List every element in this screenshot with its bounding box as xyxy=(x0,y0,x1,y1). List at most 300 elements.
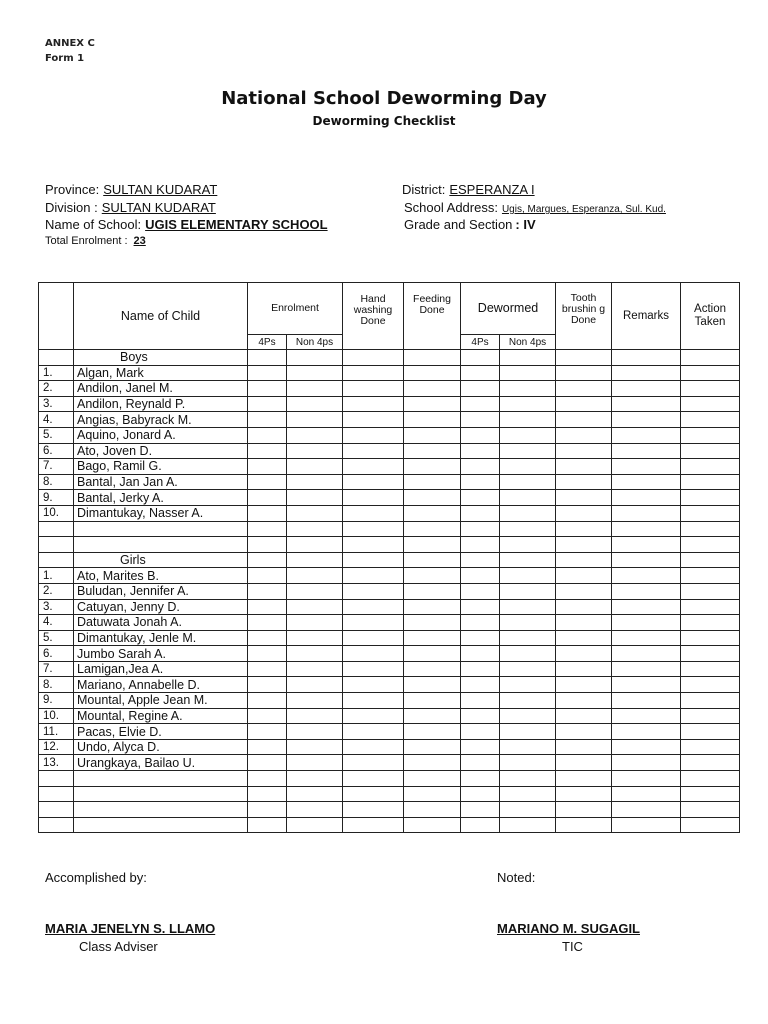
checklist-cell xyxy=(500,505,556,521)
row-number: 9. xyxy=(39,693,74,709)
checklist-cell xyxy=(612,537,681,553)
checklist-cell xyxy=(343,474,404,490)
checklist-cell xyxy=(248,739,287,755)
checklist-cell xyxy=(74,521,248,537)
checklist-cell xyxy=(287,615,343,631)
checklist-cell xyxy=(681,396,740,412)
checklist-cell xyxy=(461,771,500,787)
checklist-cell xyxy=(612,427,681,443)
checklist-cell xyxy=(500,552,556,568)
checklist-body xyxy=(39,350,740,833)
table-row xyxy=(39,583,740,599)
row-number: 6. xyxy=(39,646,74,662)
blank-row xyxy=(39,771,740,787)
checklist-cell xyxy=(500,443,556,459)
checklist-cell xyxy=(343,646,404,662)
checklist-cell xyxy=(681,568,740,584)
tic-role: TIC xyxy=(562,939,583,954)
checklist-cell xyxy=(74,802,248,818)
checklist-cell xyxy=(500,677,556,693)
checklist-cell xyxy=(248,599,287,615)
table-row xyxy=(39,693,740,709)
checklist-cell xyxy=(681,615,740,631)
checklist-cell xyxy=(74,771,248,787)
checklist-cell xyxy=(343,693,404,709)
document-title: National School Deworming Day xyxy=(221,88,547,109)
checklist-table xyxy=(38,282,740,833)
checklist-cell xyxy=(404,755,461,771)
checklist-cell xyxy=(343,677,404,693)
checklist-cell xyxy=(404,693,461,709)
checklist-cell xyxy=(287,755,343,771)
checklist-cell xyxy=(612,786,681,802)
enrolment-header: Enrolment xyxy=(248,283,343,335)
checklist-cell xyxy=(500,521,556,537)
checklist-cell xyxy=(556,724,612,740)
grade-row xyxy=(404,217,536,232)
checklist-cell xyxy=(248,693,287,709)
checklist-cell xyxy=(681,412,740,428)
row-number: 1. xyxy=(39,568,74,584)
province-label: Province: xyxy=(45,182,100,197)
child-name: Aquino, Jonard A. xyxy=(74,427,248,443)
checklist-cell xyxy=(500,350,556,366)
boys-section xyxy=(39,350,740,366)
checklist-cell xyxy=(248,615,287,631)
annex-line: ANNEX C xyxy=(45,38,95,49)
checklist-cell xyxy=(343,802,404,818)
checklist-cell xyxy=(461,505,500,521)
checklist-cell xyxy=(556,599,612,615)
checklist-cell xyxy=(556,350,612,366)
child-name: Andilon, Reynald P. xyxy=(74,396,248,412)
checklist-cell xyxy=(681,755,740,771)
checklist-cell xyxy=(556,755,612,771)
row-number: 7. xyxy=(39,661,74,677)
checklist-cell xyxy=(461,350,500,366)
division-row xyxy=(45,200,216,215)
checklist-cell xyxy=(343,771,404,787)
row-number: 8. xyxy=(39,677,74,693)
checklist-cell xyxy=(500,817,556,833)
checklist-cell xyxy=(248,786,287,802)
girls-section-label: Girls xyxy=(74,552,248,568)
checklist-cell xyxy=(461,693,500,709)
checklist-cell xyxy=(404,537,461,553)
checklist-cell xyxy=(343,459,404,475)
child-name: Undo, Alyca D. xyxy=(74,739,248,755)
checklist-cell xyxy=(556,443,612,459)
row-number: 4. xyxy=(39,615,74,631)
checklist-cell xyxy=(404,817,461,833)
row-number: 5. xyxy=(39,427,74,443)
checklist-cell xyxy=(612,677,681,693)
table-row xyxy=(39,708,740,724)
num-header xyxy=(39,283,74,350)
row-number: 9. xyxy=(39,490,74,506)
action-taken-header: Action Taken xyxy=(681,283,740,350)
checklist-cell xyxy=(39,552,74,568)
checklist-cell xyxy=(343,786,404,802)
checklist-cell xyxy=(248,583,287,599)
checklist-cell xyxy=(681,724,740,740)
checklist-cell xyxy=(461,365,500,381)
checklist-cell xyxy=(500,474,556,490)
child-name: Catuyan, Jenny D. xyxy=(74,599,248,615)
province-value: SULTAN KUDARAT xyxy=(103,182,218,197)
table-row xyxy=(39,396,740,412)
checklist-cell xyxy=(681,459,740,475)
child-name: Mountal, Apple Jean M. xyxy=(74,693,248,709)
child-name: Bantal, Jan Jan A. xyxy=(74,474,248,490)
checklist-cell xyxy=(287,490,343,506)
adviser-role: Class Adviser xyxy=(79,939,158,954)
checklist-cell xyxy=(343,568,404,584)
table-row xyxy=(39,427,740,443)
table-row xyxy=(39,724,740,740)
checklist-cell xyxy=(404,396,461,412)
checklist-cell xyxy=(612,505,681,521)
checklist-cell xyxy=(556,802,612,818)
checklist-cell xyxy=(343,724,404,740)
checklist-cell xyxy=(404,412,461,428)
checklist-cell xyxy=(681,661,740,677)
table-row xyxy=(39,505,740,521)
checklist-cell xyxy=(500,568,556,584)
header-row xyxy=(39,283,740,335)
checklist-cell xyxy=(343,521,404,537)
checklist-cell xyxy=(500,630,556,646)
checklist-cell xyxy=(681,552,740,568)
checklist-cell xyxy=(404,443,461,459)
row-number: 4. xyxy=(39,412,74,428)
checklist-cell xyxy=(343,615,404,631)
checklist-cell xyxy=(287,661,343,677)
checklist-cell xyxy=(287,474,343,490)
checklist-cell xyxy=(500,615,556,631)
annex-label xyxy=(45,36,95,66)
hand-washing-header: Hand washing Done xyxy=(343,283,404,350)
checklist-cell xyxy=(500,661,556,677)
checklist-cell xyxy=(287,537,343,553)
checklist-cell xyxy=(287,443,343,459)
child-name: Bantal, Jerky A. xyxy=(74,490,248,506)
row-number: 6. xyxy=(39,443,74,459)
checklist-cell xyxy=(612,396,681,412)
checklist-cell xyxy=(287,630,343,646)
checklist-cell xyxy=(556,583,612,599)
checklist-cell xyxy=(612,474,681,490)
checklist-cell xyxy=(556,396,612,412)
checklist-cell xyxy=(404,771,461,787)
checklist-cell xyxy=(500,708,556,724)
checklist-cell xyxy=(681,583,740,599)
table-row xyxy=(39,490,740,506)
checklist-cell xyxy=(500,693,556,709)
checklist-cell xyxy=(287,724,343,740)
checklist-cell xyxy=(461,568,500,584)
checklist-cell xyxy=(287,599,343,615)
checklist-cell xyxy=(612,802,681,818)
table-row xyxy=(39,677,740,693)
checklist-cell xyxy=(556,817,612,833)
checklist-cell xyxy=(612,412,681,428)
checklist-cell xyxy=(461,443,500,459)
district-value: ESPERANZA I xyxy=(449,182,535,197)
checklist-cell xyxy=(461,583,500,599)
checklist-cell xyxy=(248,537,287,553)
boys-section-label: Boys xyxy=(74,350,248,366)
checklist-cell xyxy=(248,817,287,833)
checklist-cell xyxy=(343,661,404,677)
checklist-cell xyxy=(248,474,287,490)
checklist-cell xyxy=(681,693,740,709)
checklist-cell xyxy=(404,474,461,490)
checklist-cell xyxy=(343,537,404,553)
checklist-cell xyxy=(248,396,287,412)
table-row xyxy=(39,474,740,490)
checklist-cell xyxy=(681,630,740,646)
checklist-cell xyxy=(248,646,287,662)
checklist-cell xyxy=(404,802,461,818)
row-number: 12. xyxy=(39,739,74,755)
checklist-cell xyxy=(612,630,681,646)
checklist-cell xyxy=(461,817,500,833)
checklist-cell xyxy=(404,365,461,381)
checklist-cell xyxy=(287,708,343,724)
row-number: 2. xyxy=(39,583,74,599)
checklist-cell xyxy=(612,599,681,615)
document-subtitle: Deworming Checklist xyxy=(312,114,456,128)
checklist-cell xyxy=(404,739,461,755)
blank-row xyxy=(39,537,740,553)
checklist-cell xyxy=(461,630,500,646)
blank-row xyxy=(39,521,740,537)
checklist-cell xyxy=(404,521,461,537)
checklist-cell xyxy=(461,615,500,631)
checklist-cell xyxy=(500,396,556,412)
checklist-cell xyxy=(461,381,500,397)
checklist-cell xyxy=(343,817,404,833)
checklist-cell xyxy=(404,427,461,443)
checklist-cell xyxy=(404,724,461,740)
checklist-cell xyxy=(612,708,681,724)
checklist-cell xyxy=(343,396,404,412)
dewormed-header: Dewormed xyxy=(461,283,556,335)
checklist-cell xyxy=(287,505,343,521)
grade-label: Grade and Section xyxy=(404,217,513,232)
blank-row xyxy=(39,802,740,818)
checklist-cell xyxy=(612,739,681,755)
child-name: Algan, Mark xyxy=(74,365,248,381)
enrolment-value: 23 xyxy=(133,235,146,247)
checklist-cell xyxy=(343,365,404,381)
checklist-cell xyxy=(287,568,343,584)
division-value: SULTAN KUDARAT xyxy=(101,200,216,215)
checklist-cell xyxy=(287,427,343,443)
checklist-cell xyxy=(556,412,612,428)
checklist-cell xyxy=(74,817,248,833)
checklist-cell xyxy=(404,583,461,599)
checklist-cell xyxy=(248,350,287,366)
checklist-cell xyxy=(248,552,287,568)
checklist-cell xyxy=(681,474,740,490)
checklist-cell xyxy=(39,521,74,537)
checklist-cell xyxy=(556,630,612,646)
checklist-cell xyxy=(556,365,612,381)
checklist-cell xyxy=(404,459,461,475)
checklist-cell xyxy=(556,771,612,787)
accomplished-label: Accomplished by: xyxy=(45,870,147,885)
grade-value: : IV xyxy=(515,217,536,232)
checklist-cell xyxy=(248,630,287,646)
checklist-cell xyxy=(612,350,681,366)
checklist-cell xyxy=(500,599,556,615)
checklist-cell xyxy=(556,474,612,490)
checklist-cell xyxy=(556,521,612,537)
checklist-cell xyxy=(248,771,287,787)
feeding-header: Feeding Done xyxy=(404,283,461,350)
checklist-cell xyxy=(461,412,500,428)
checklist-cell xyxy=(404,381,461,397)
checklist-cell xyxy=(500,646,556,662)
checklist-cell xyxy=(343,755,404,771)
checklist-cell xyxy=(500,771,556,787)
child-name: Dimantukay, Nasser A. xyxy=(74,505,248,521)
checklist-cell xyxy=(556,505,612,521)
checklist-cell xyxy=(461,755,500,771)
checklist-cell xyxy=(612,381,681,397)
table-row xyxy=(39,365,740,381)
dewormed-non4ps-header: Non 4ps xyxy=(500,335,556,350)
table-row xyxy=(39,599,740,615)
checklist-cell xyxy=(248,521,287,537)
checklist-cell xyxy=(612,615,681,631)
row-number: 2. xyxy=(39,381,74,397)
checklist-cell xyxy=(248,802,287,818)
checklist-cell xyxy=(404,786,461,802)
checklist-cell xyxy=(461,537,500,553)
school-label: Name of School: xyxy=(45,217,142,232)
checklist-cell xyxy=(461,474,500,490)
checklist-cell xyxy=(461,677,500,693)
row-number: 10. xyxy=(39,505,74,521)
remarks-header: Remarks xyxy=(612,283,681,350)
checklist-cell xyxy=(404,646,461,662)
enrolment-non4ps-header: Non 4ps xyxy=(287,335,343,350)
row-number: 3. xyxy=(39,396,74,412)
checklist-cell xyxy=(681,505,740,521)
checklist-cell xyxy=(612,490,681,506)
row-number: 10. xyxy=(39,708,74,724)
district-label: District: xyxy=(402,182,446,197)
checklist-cell xyxy=(287,583,343,599)
checklist-cell xyxy=(343,739,404,755)
checklist-cell xyxy=(461,661,500,677)
checklist-cell xyxy=(612,521,681,537)
checklist-cell xyxy=(287,771,343,787)
checklist-cell xyxy=(248,381,287,397)
blank-row xyxy=(39,786,740,802)
checklist-cell xyxy=(556,693,612,709)
checklist-cell xyxy=(681,739,740,755)
checklist-cell xyxy=(500,802,556,818)
child-name: Ato, Marites B. xyxy=(74,568,248,584)
checklist-cell xyxy=(556,568,612,584)
checklist-cell xyxy=(500,427,556,443)
checklist-cell xyxy=(461,427,500,443)
checklist-cell xyxy=(248,365,287,381)
province-row xyxy=(45,182,217,197)
checklist-cell xyxy=(248,568,287,584)
checklist-cell xyxy=(556,661,612,677)
checklist-cell xyxy=(343,381,404,397)
checklist-cell xyxy=(500,583,556,599)
table-row xyxy=(39,615,740,631)
enrolment-4ps-header: 4Ps xyxy=(248,335,287,350)
checklist-cell xyxy=(404,661,461,677)
checklist-cell xyxy=(39,771,74,787)
checklist-cell xyxy=(500,786,556,802)
checklist-cell xyxy=(461,521,500,537)
checklist-cell xyxy=(500,537,556,553)
checklist-cell xyxy=(39,786,74,802)
table-row xyxy=(39,630,740,646)
checklist-cell xyxy=(681,677,740,693)
row-number: 3. xyxy=(39,599,74,615)
child-name: Dimantukay, Jenle M. xyxy=(74,630,248,646)
table-row xyxy=(39,661,740,677)
checklist-cell xyxy=(461,552,500,568)
table-row xyxy=(39,739,740,755)
table-row xyxy=(39,568,740,584)
checklist-cell xyxy=(287,817,343,833)
checklist-cell xyxy=(287,412,343,428)
girls-section xyxy=(39,552,740,568)
checklist-cell xyxy=(681,427,740,443)
checklist-cell xyxy=(612,661,681,677)
division-label: Division : xyxy=(45,200,98,215)
checklist-cell xyxy=(248,677,287,693)
checklist-cell xyxy=(74,537,248,553)
blank-row xyxy=(39,817,740,833)
checklist-cell xyxy=(681,786,740,802)
checklist-cell xyxy=(248,443,287,459)
checklist-cell xyxy=(248,412,287,428)
address-row xyxy=(404,200,666,215)
checklist-cell xyxy=(404,350,461,366)
row-number: 13. xyxy=(39,755,74,771)
checklist-cell xyxy=(556,615,612,631)
checklist-cell xyxy=(681,817,740,833)
checklist-cell xyxy=(681,537,740,553)
checklist-cell xyxy=(287,739,343,755)
checklist-cell xyxy=(248,755,287,771)
checklist-cell xyxy=(461,599,500,615)
address-label: School Address: xyxy=(404,200,498,215)
table-row xyxy=(39,381,740,397)
checklist-cell xyxy=(248,459,287,475)
checklist-cell xyxy=(287,396,343,412)
checklist-cell xyxy=(612,583,681,599)
checklist-cell xyxy=(500,459,556,475)
table-row xyxy=(39,459,740,475)
checklist-cell xyxy=(612,443,681,459)
checklist-cell xyxy=(681,802,740,818)
checklist-cell xyxy=(612,817,681,833)
checklist-cell xyxy=(556,739,612,755)
row-number: 11. xyxy=(39,724,74,740)
